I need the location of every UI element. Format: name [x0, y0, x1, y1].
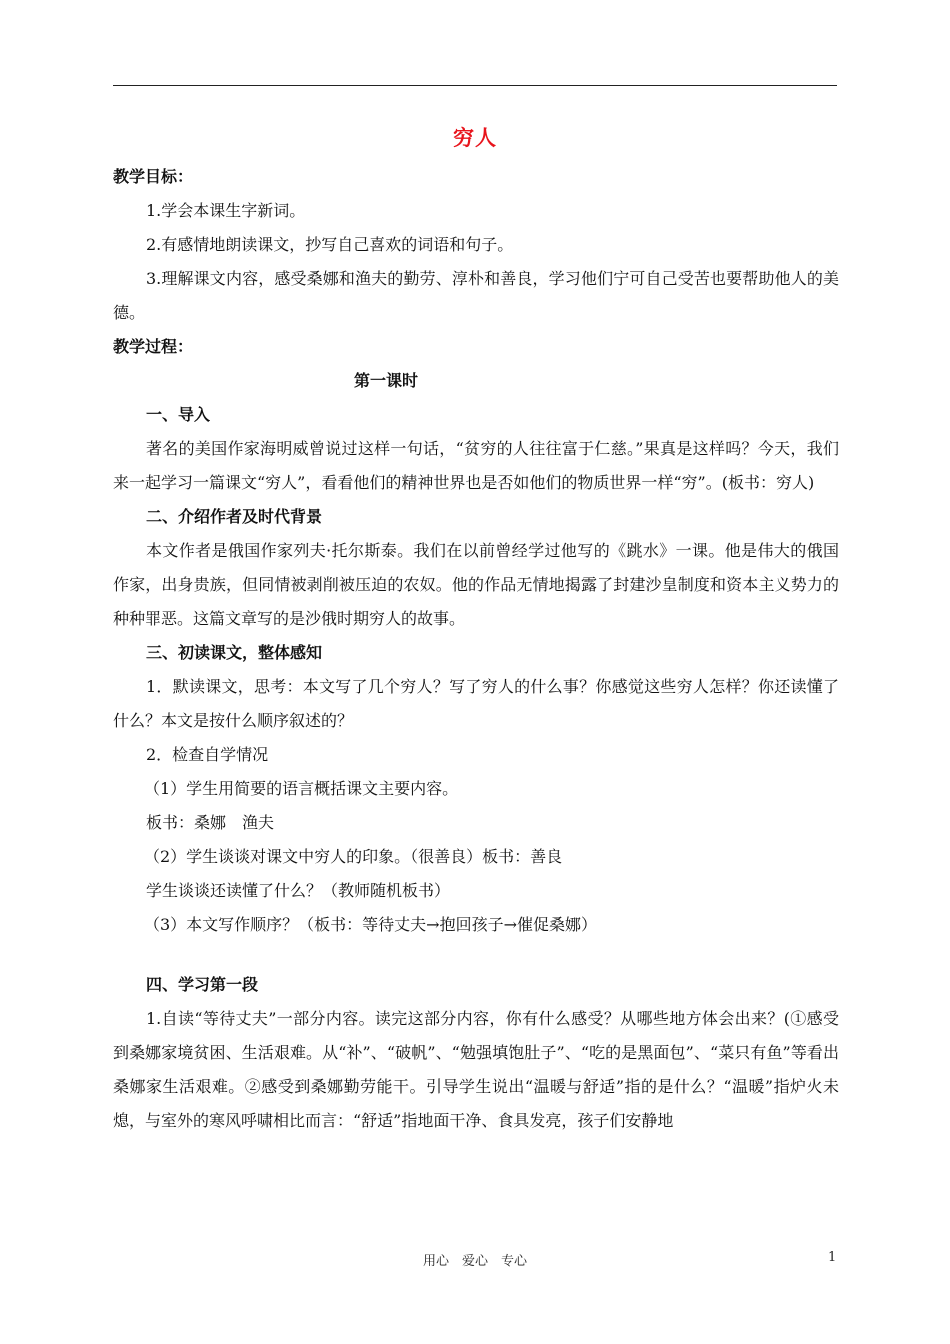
board-notes-1: 板书：桑娜 渔夫 — [146, 813, 275, 832]
page-title: 穷人 — [453, 125, 497, 150]
header-rule — [113, 85, 837, 86]
page-number: 1 — [828, 1250, 837, 1265]
spacer — [113, 942, 839, 968]
section-heading-intro: 一、导入 — [146, 405, 211, 424]
first-read-sub-2b: 学生谈谈还读懂了什么？（教师随机板书） — [146, 881, 451, 900]
section-text-intro: 著名的美国作家海明威曾说过这样一句话，“贫穷的人往往富于仁慈。”果真是这样吗？今天，我们来一起学习一篇课文“穷人”，看看他们的精神世界也是否如他们的物质世界一样“穷”。(板书：穷人) — [113, 439, 839, 492]
first-read-sub-2: （2）学生谈谈对课文中穷人的印象。（很善良）板书：善良 — [144, 847, 563, 866]
objective-item: 1.学会本课生字新词。 — [146, 201, 306, 220]
section-text-author: 本文作者是俄国作家列夫·托尔斯泰。我们在以前曾经学过他写的《跳水》一课。他是伟大的俄国作家，出身贵族，但同情被剥削被压迫的农奴。他的作品无情地揭露了封建沙皇制度和资本主义势力的种种罪恶。这篇文章写的是沙俄时期穷人的故事。 — [113, 541, 839, 628]
document-body — [113, 160, 839, 1138]
first-read-item-1: 1．默读课文，思考：本文写了几个穷人？写了穷人的什么事？你感觉这些穷人怎样？你还读懂了什么？本文是按什么顺序叙述的？ — [113, 677, 839, 730]
objectives-heading: 教学目标： — [113, 167, 194, 186]
footer-motto: 用心 爱心 专心 — [422, 1254, 527, 1269]
first-read-sub-1: （1）学生用简要的语言概括课文主要内容。 — [144, 779, 459, 798]
first-read-item-2: 2．检查自学情况 — [146, 745, 269, 764]
section-heading-first-read: 三、初读课文，整体感知 — [146, 643, 323, 662]
first-read-sub-3: （3）本文写作顺序？（板书：等待丈夫→抱回孩子→催促桑娜） — [144, 915, 597, 934]
lesson-title: 第一课时 — [354, 371, 419, 390]
section-heading-author: 二、介绍作者及时代背景 — [146, 507, 323, 526]
section-heading-first-part: 四、学习第一段 — [146, 975, 259, 994]
objective-item: 3.理解课文内容，感受桑娜和渔夫的勤劳、淳朴和善良，学习他们宁可自己受苦也要帮助他人的美德。 — [113, 269, 839, 322]
process-heading: 教学过程： — [113, 337, 194, 356]
section-text-first-part: 1.自读“等待丈夫”一部分内容。读完这部分内容，你有什么感受？从哪些地方体会出来？(①感受到桑娜家境贫困、生活艰难。从“补”、“破帆”、“勉强填饱肚子”、“吃的是黑面包”、“菜只有鱼”等看出桑娜家生活艰难。②感受到桑娜勤劳能干。引导学生说出“温暖与舒适”指的是什么？“温暖”指炉火未熄，与室外的寒风呼啸相比而言：“舒适”指地面干净、食具发亮，孩子们安静地 — [113, 1009, 839, 1130]
objective-item: 2.有感情地朗读课文，抄写自己喜欢的词语和句子。 — [146, 235, 514, 254]
